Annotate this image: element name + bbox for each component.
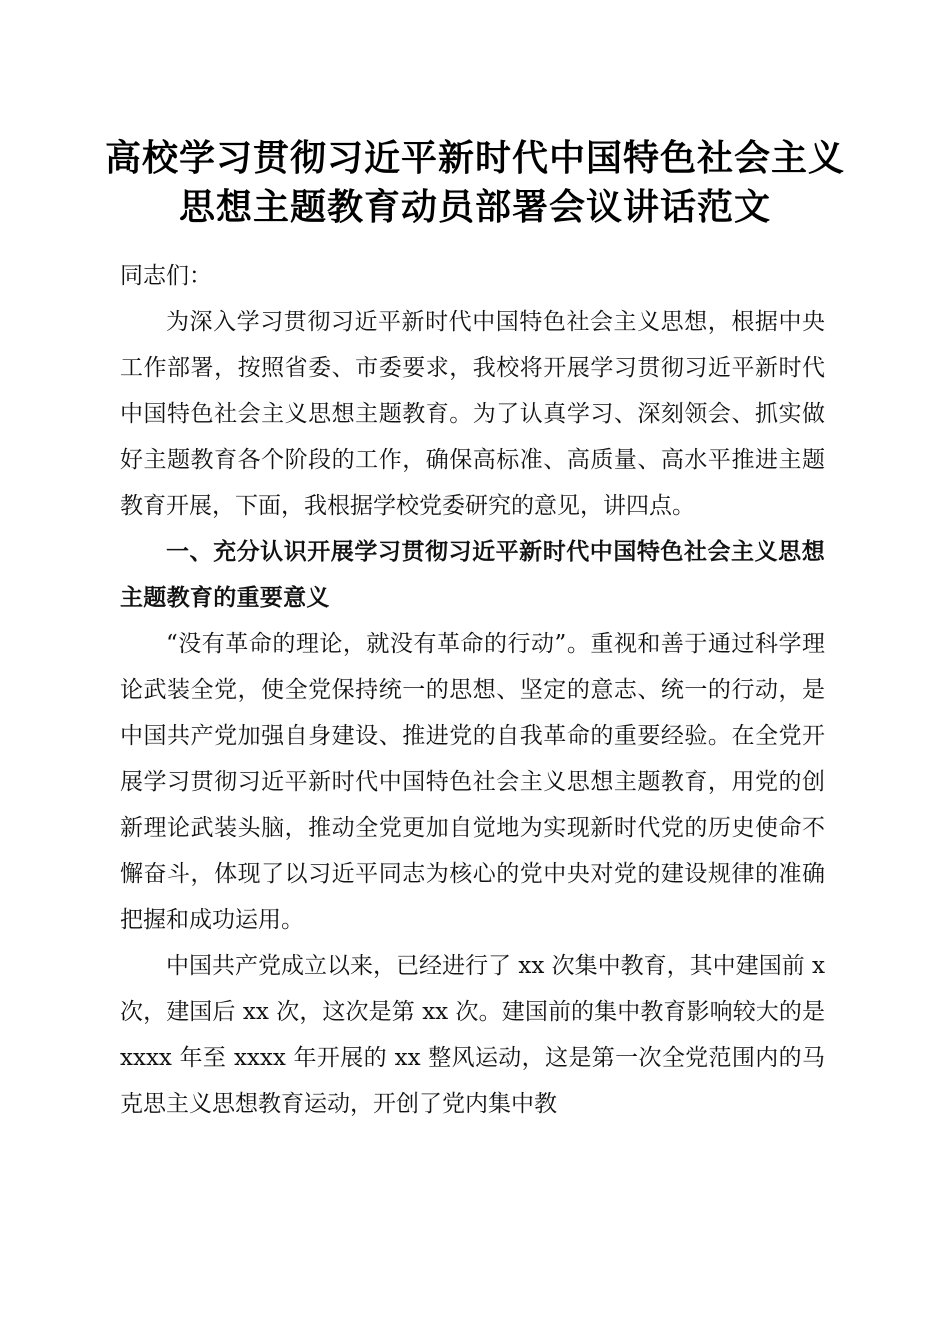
paragraph-significance: “没有革命的理论，就没有革命的行动”。重视和善于通过科学理论武装全党，使全党保持统一的思想、坚定的意志、统一的行动，是中国共产党加强自身建设、推进党的自我革命的重要经验。在全党开展学习贯彻习近平新时代中国特色社会主义思想主题教育，用党的创新理论武装头脑，推动全党更加自觉地为实现新时代党的历史使命不懈奋斗，体现了以习近平同志为核心的党中央对党的建设规律的准确把握和成功运用。 — [120, 631, 825, 933]
paragraph-history: 中国共产党成立以来，已经进行了 xx 次集中教育，其中建国前 x 次，建国后 xx 次，这次是第 xx 次。建国前的集中教育影响较大的是 xxxx 年至 xxxx 年开展的 xx 整风运动，这是第一次全党范围内的马克思主义思想教育运动，开创了党内集中教 — [120, 953, 825, 1117]
paragraph-intro: 为深入学习贯彻习近平新时代中国特色社会主义思想，根据中央工作部署，按照省委、市委要求，我校将开展学习贯彻习近平新时代中国特色社会主义思想主题教育。为了认真学习、深刻领会、抓实做好主题教育各个阶段的工作，确保高标准、高质量、高水平推进主题教育开展，下面，我根据学校党委研究的意见，讲四点。 — [120, 309, 825, 519]
document-title-line2: 思想主题教育动员部署会议讲话范文 — [178, 186, 771, 228]
document-title-line1: 高校学习贯彻习近平新时代中国特色社会主义 — [104, 137, 845, 179]
section-heading-1: 一、充分认识开展学习贯彻习近平新时代中国特色社会主义思想主题教育的重要意义 — [120, 539, 825, 611]
document-body — [120, 253, 825, 1127]
greeting: 同志们： — [120, 263, 212, 289]
